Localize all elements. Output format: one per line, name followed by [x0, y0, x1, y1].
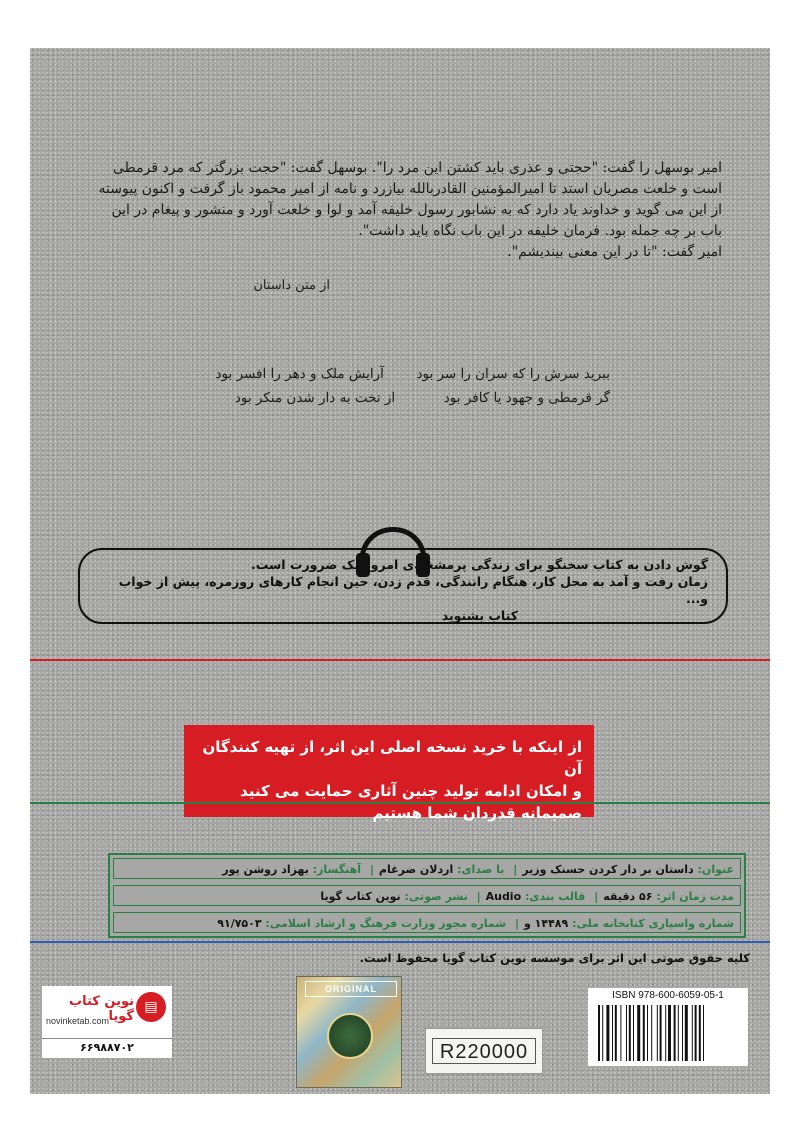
publisher-logo	[42, 986, 172, 1058]
quote-line: باب بر چه جمله بود. فرمان خلیفه در این باب نگاه باید داشت".	[358, 223, 722, 239]
barcode-icon	[596, 1005, 740, 1061]
publisher-url: novinketab.com	[46, 1016, 110, 1026]
info-row-registration: شماره واسپاری کتابخانه ملی: ۱۴۴۸۹ و| شماره مجوز وزارت فرهنگ و ارشاد اسلامی: ۹۱/۷۵۰۳	[113, 912, 741, 933]
copyright-notice: کلیه حقوق صوتی این اثر برای موسسه نوین کتاب گویا محفوظ است.	[359, 951, 750, 965]
verse-hemistich: ببرید سرش را که سران را سر بود	[416, 366, 610, 382]
support-line: صمیمانه قدردان شما هستیم	[372, 804, 582, 822]
book-back-cover	[30, 48, 770, 1094]
hologram-label: ORIGINAL	[305, 981, 397, 997]
verse-hemistich: از تخت به دار شدن منکر بود	[234, 390, 396, 406]
quote-line: امیر گفت: "تا در این معنی بیندیشم".	[507, 244, 722, 260]
support-line: از اینکه با خرید نسخه اصلی این اثر، از تهیه کنندگان آن	[202, 738, 582, 778]
red-divider	[30, 659, 770, 661]
publisher-name: نوین کتاب گویا	[69, 994, 134, 1024]
listen-line: زمان رفت و آمد به محل کار، هنگام رانندگی، قدم زدن، حین انجام کارهای روزمره، پیش از خواب و...	[118, 574, 708, 606]
quote-line: از این می گوید و خداوند یاد دارد که به نشابور رسول خلیفه آمد و لوا و خلعت آورد و منشور و پیغام در این	[111, 202, 722, 218]
listen-line: گوش دادن به کتاب سخنگو برای زندگی پرمشغله‌ی امروز یک ضرورت است.	[251, 557, 708, 572]
verse-hemistich: گر قرمطی و جهود یا کافر بود	[443, 390, 610, 406]
quote-source: از متن داستان	[253, 278, 330, 293]
blue-divider	[30, 941, 770, 943]
green-divider	[30, 802, 770, 804]
quote-line: است و خلعت مصریان استد تا امیرالمؤمنین القادربالله بیازرد و نامه از امیر محمود باز گرفت و اکنون پیوسته	[98, 181, 722, 197]
book-info-table	[108, 853, 746, 938]
barcode-area	[588, 988, 748, 1066]
info-row-duration: مدت زمان اثر: ۵۶ دقیقه| قالب بندی: Audio| نشر صوتی: نوین کتاب گویا	[113, 885, 741, 906]
publisher-phone: ۶۶۹۸۸۷۰۲	[42, 1038, 172, 1057]
hologram-emblem-icon	[327, 1013, 373, 1059]
verse-line-2	[200, 390, 610, 406]
price-value: R220000	[432, 1038, 536, 1064]
info-row-title: عنوان: داستان بر دار کردن حسنک وزیر| با صدای: اردلان ضرغام| آهنگساز: بهزاد روشن پور	[113, 858, 741, 879]
isbn-text: ISBN 978-600-6059-05-1	[612, 990, 724, 1001]
verse-hemistich: آرایش ملک و دهر را افسر بود	[215, 366, 384, 382]
hologram-sticker	[296, 976, 402, 1088]
price-sticker	[425, 1028, 543, 1074]
quote-line: امیر بوسهل را گفت: "حجتی و عذری باید کشتن این مرد را". بوسهل گفت: "حجت بزرگتر که مرد قرمطی	[112, 160, 722, 176]
quote-paragraph	[90, 158, 722, 263]
verse-line-1	[200, 366, 610, 382]
listen-line: کتاب بشنوید	[441, 608, 518, 623]
support-line: و امکان ادامه تولید چنین آثاری حمایت می کنید	[240, 782, 582, 800]
listen-message-box	[78, 548, 728, 624]
book-icon: ▤	[136, 992, 166, 1022]
